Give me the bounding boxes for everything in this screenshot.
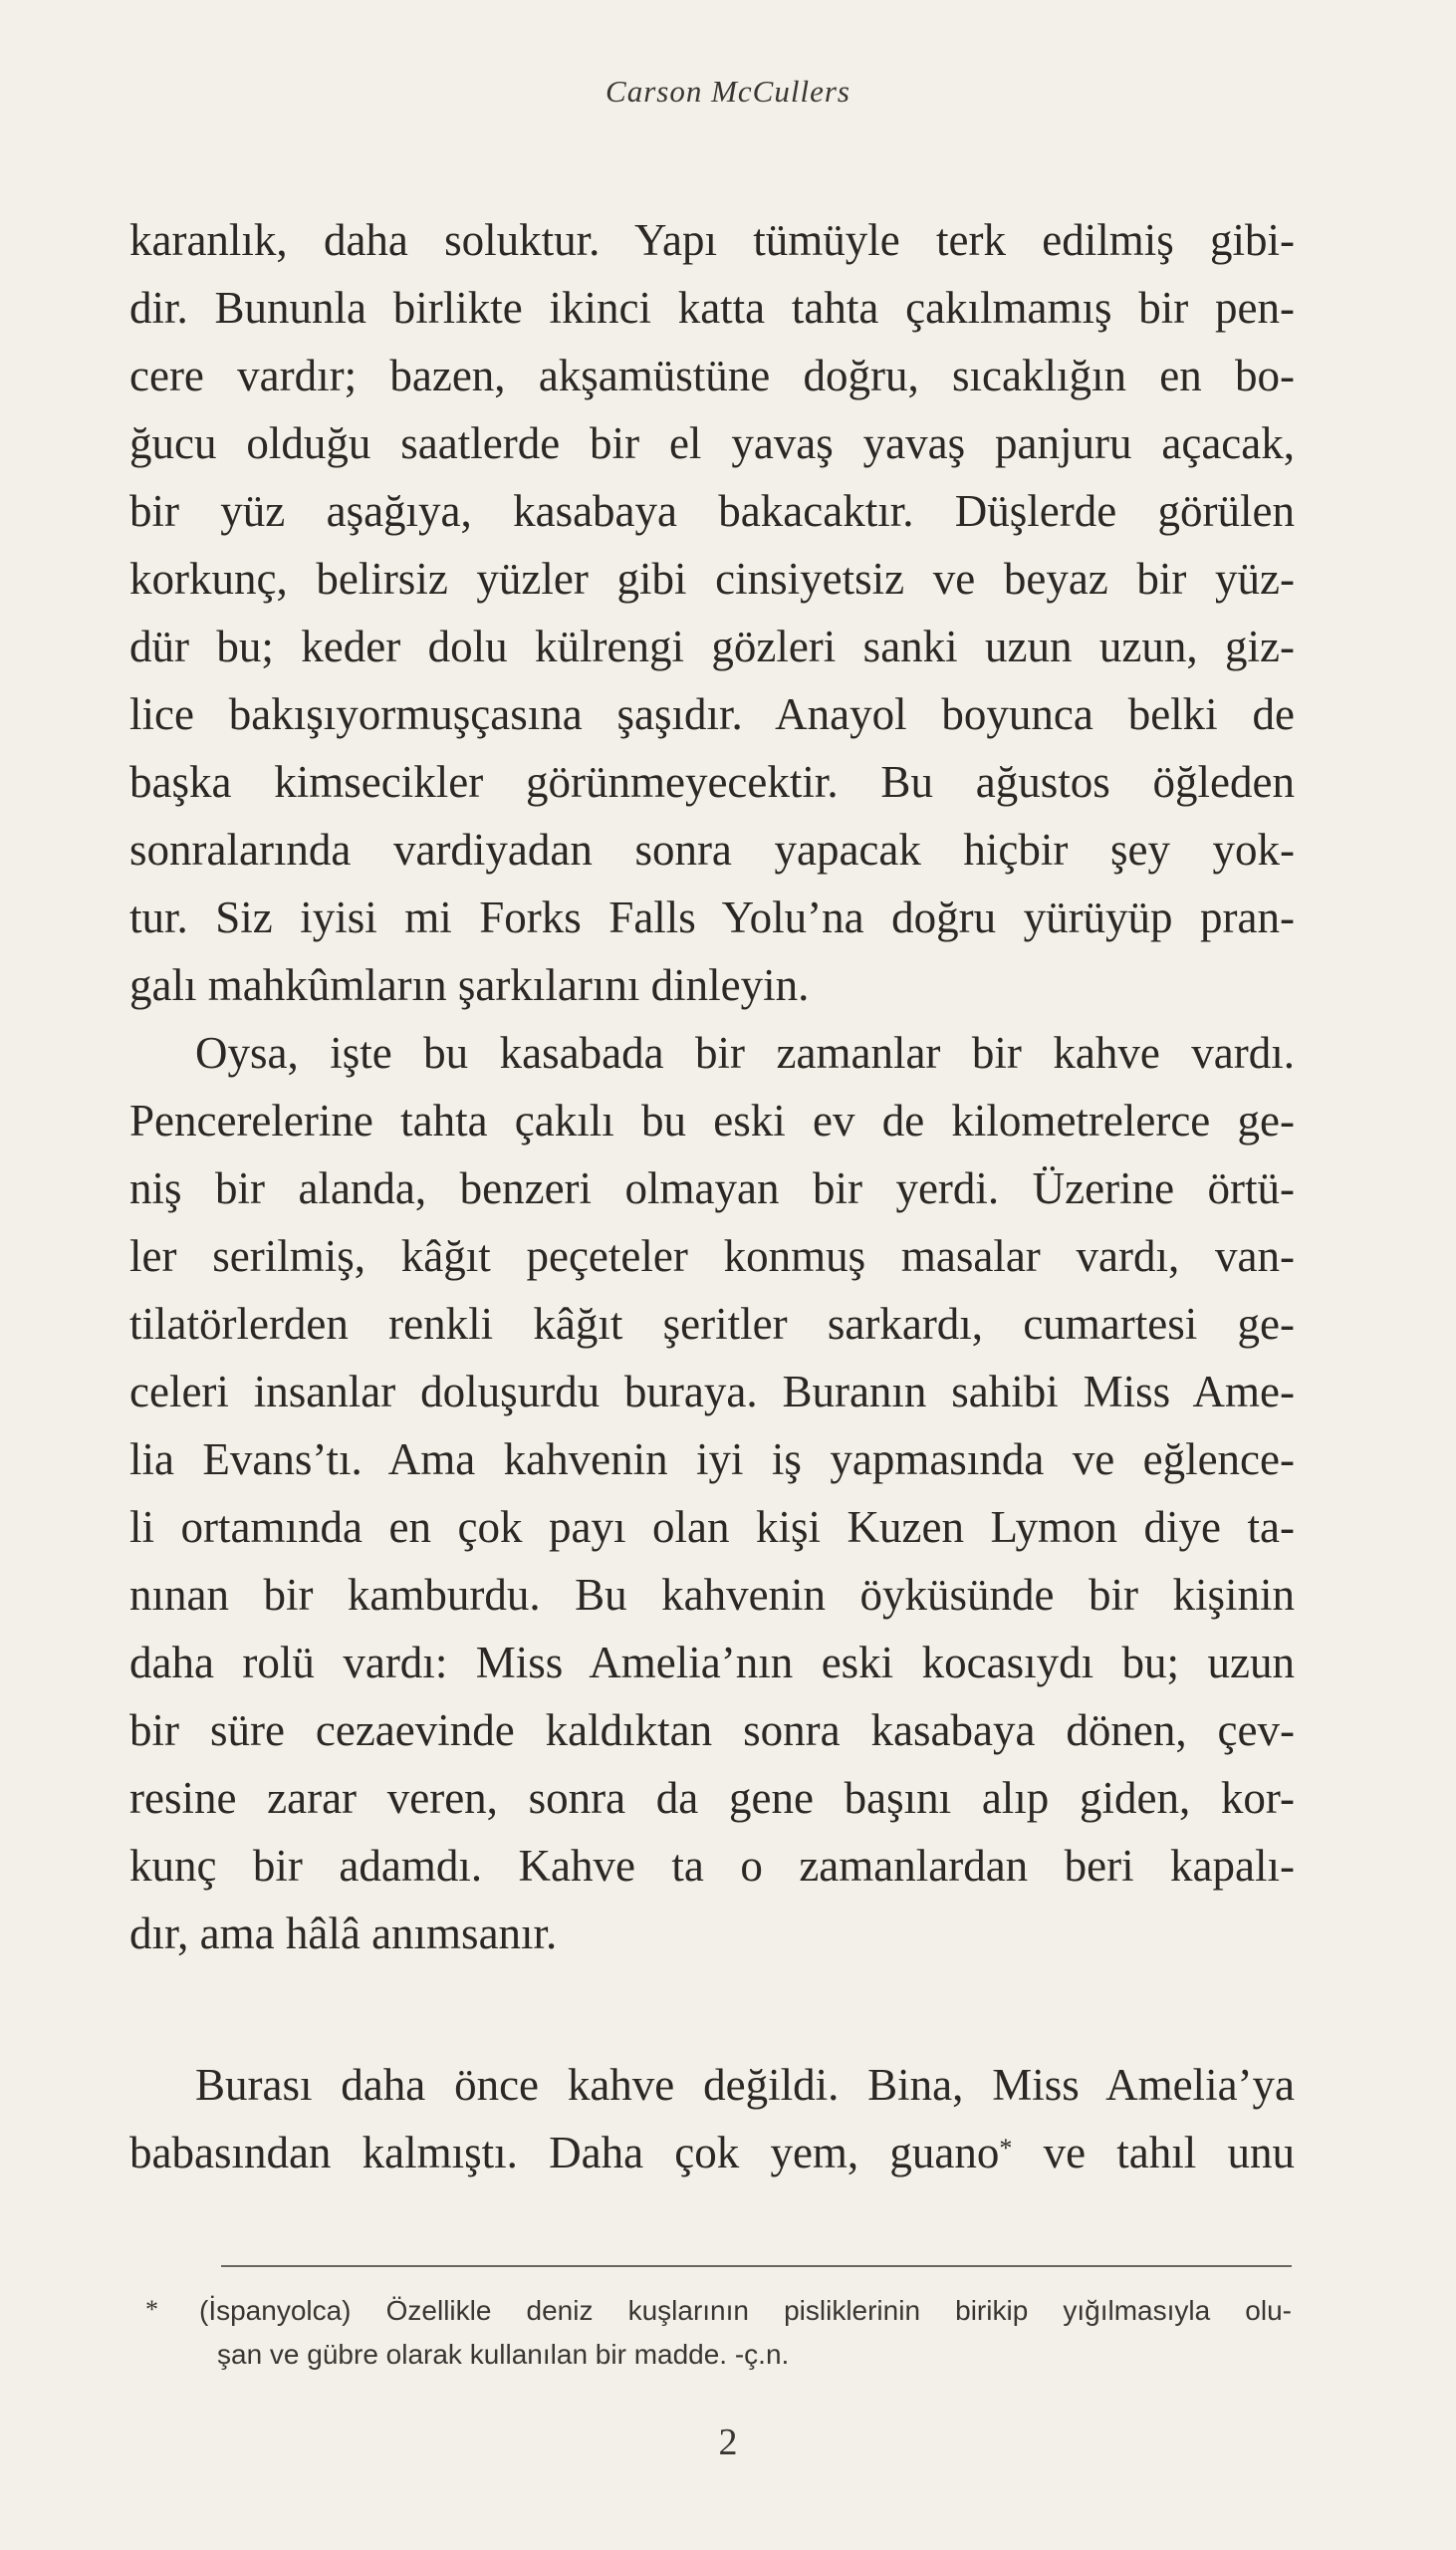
text-line: Pencerelerine tahta çakılı bu eski ev de kilometrelerce ge-: [129, 1096, 1295, 1146]
text-line: niş bir alanda, benzeri olmayan bir yerdi. Üzerine örtü-: [129, 1163, 1295, 1213]
text-line: Burası daha önce kahve değildi. Bina, Miss Amelia’ya: [195, 2060, 1295, 2110]
text-line: karanlık, daha soluktur. Yapı tümüyle terk edilmiş gibi-: [129, 215, 1295, 265]
footnote-line: şan ve gübre olarak kullanılan bir madde. -ç.n.: [217, 2339, 790, 2370]
text-line: galı mahkûmların şarkılarını dinleyin.: [129, 960, 810, 1010]
text-line: bir yüz aşağıya, kasabaya bakacaktır. Düşlerde görülen: [129, 486, 1295, 536]
text-line: celeri insanlar doluşurdu buraya. Buranın sahibi Miss Ame-: [129, 1367, 1295, 1416]
text-line: ler serilmiş, kâğıt peçeteler konmuş masalar vardı, van-: [129, 1231, 1295, 1281]
text-line: korkunç, belirsiz yüzler gibi cinsiyetsiz ve beyaz bir yüz-: [129, 554, 1295, 604]
running-head: Carson McCullers: [606, 74, 850, 109]
text-segment: babasından kalmıştı. Daha çok yem, guano: [129, 2128, 1000, 2177]
text-line: bir süre cezaevinde kaldıktan sonra kasabaya dönen, çev-: [129, 1705, 1295, 1755]
text-line: tilatörlerden renkli kâğıt şeritler sarkardı, cumartesi ge-: [129, 1299, 1295, 1349]
text-line: dür bu; keder dolu külrengi gözleri sanki uzun uzun, giz-: [129, 622, 1295, 671]
text-line-with-footnote: [129, 2124, 1295, 2181]
text-line: Oysa, işte bu kasabada bir zamanlar bir kahve vardı.: [195, 1028, 1295, 1078]
text-line: li ortamında en çok payı olan kişi Kuzen Lymon diye ta-: [129, 1502, 1295, 1552]
footnote-divider: [221, 2265, 1292, 2267]
text-line: başka kimsecikler görünmeyecektir. Bu ağustos öğleden: [129, 757, 1295, 807]
text-line: cere vardır; bazen, akşamüstüne doğru, sıcaklığın en bo-: [129, 351, 1295, 400]
footnote-marker: *: [145, 2295, 158, 2324]
text-segment: ve tahıl unu: [1012, 2128, 1295, 2177]
text-line: sonralarında vardiyadan sonra yapacak hiçbir şey yok-: [129, 825, 1295, 875]
text-line: lice bakışıyormuşçasına şaşıdır. Anayol boyunca belki de: [129, 689, 1295, 739]
text-line: kunç bir adamdı. Kahve ta o zamanlardan beri kapalı-: [129, 1841, 1295, 1891]
text-line: daha rolü vardı: Miss Amelia’nın eski kocasıydı bu; uzun: [129, 1638, 1295, 1687]
text-line: dır, ama hâlâ anımsanır.: [129, 1909, 558, 1958]
text-line: tur. Siz iyisi mi Forks Falls Yolu’na doğru yürüyüp pran-: [129, 892, 1295, 942]
text-line: dir. Bununla birlikte ikinci katta tahta çakılmamış bir pen-: [129, 283, 1295, 333]
text-line: lia Evans’tı. Ama kahvenin iyi iş yapmasında ve eğlence-: [129, 1434, 1295, 1484]
footnote-line: (İspanyolca) Özellikle deniz kuşlarının pisliklerinin birikip yığılmasıyla olu-: [199, 2295, 1292, 2326]
page-number: 2: [718, 2422, 738, 2463]
footnote-reference: *: [999, 2134, 1013, 2163]
text-line: nınan bir kamburdu. Bu kahvenin öyküsünde bir kişinin: [129, 1570, 1295, 1620]
text-line: ğucu olduğu saatlerde bir el yavaş yavaş panjuru açacak,: [129, 418, 1295, 468]
text-line: resine zarar veren, sonra da gene başını alıp giden, kor-: [129, 1773, 1295, 1823]
